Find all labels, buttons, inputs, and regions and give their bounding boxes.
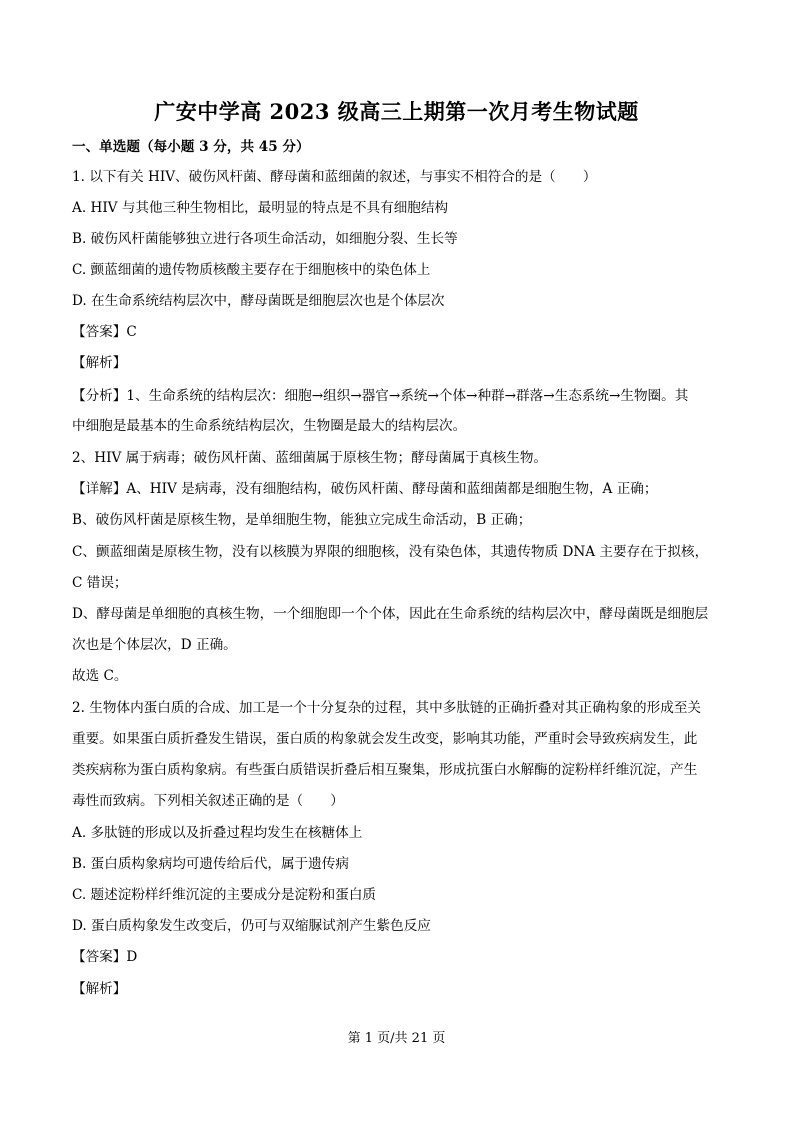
question-1-analysis-label: 【解析】 (72, 355, 127, 371)
question-1-detail-line: C 错误； (72, 575, 128, 591)
document-title: 广安中学高 2023 级高三上期第一次月考生物试题 (154, 99, 639, 124)
question-2-analysis-label: 【解析】 (72, 981, 127, 997)
question-1-detail-line: D、酵母菌是单细胞的真核生物，一个细胞即一个个体，因此在生命系统的结构层次中，酵母菌既是细胞层 (72, 606, 709, 622)
question-1-option-b: B. 破伤风杆菌能够独立进行各项生命活动，如细胞分裂、生长等 (72, 231, 458, 247)
question-1-detail-line: 次也是个体层次，D 正确。 (72, 637, 237, 653)
question-2-stem: 重要。如果蛋白质折叠发生错误，蛋白质的构象就会发生改变，影响其功能，严重时会导致疾病发生，此 (72, 731, 698, 747)
question-1-answer: 【答案】C (72, 324, 137, 340)
question-1-analysis-line: 2、HIV 属于病毒；破伤风杆菌、蓝细菌属于原核生物；酵母菌属于真核生物。 (72, 450, 548, 466)
question-2-option-a: A. 多肽链的形成以及折叠过程均发生在核糖体上 (72, 825, 363, 841)
question-2-option-b: B. 蛋白质构象病均可遗传给后代，属于遗传病 (72, 856, 349, 872)
page-number-footer: 第 1 页/共 21 页 (347, 1031, 446, 1046)
question-1-conclusion: 故选 C。 (72, 668, 128, 684)
question-2-stem: 类疾病称为蛋白质构象病。有些蛋白质错误折叠后相互聚集，形成抗蛋白水解酶的淀粉样纤维沉淀，产生 (72, 762, 698, 778)
question-1-detail-line: B、破伤风杆菌是原核生物，是单细胞生物，能独立完成生命活动，B 正确； (72, 512, 532, 528)
question-1-detail-line: C、颤蓝细菌是原核生物，没有以核膜为界限的细胞核，没有染色体，其遗传物质 DNA 主要存在于拟核， (72, 544, 709, 560)
question-2-option-c: C. 题述淀粉样纤维沉淀的主要成分是淀粉和蛋白质 (72, 887, 377, 903)
question-1-stem: 1. 以下有关 HIV、破伤风杆菌、酵母菌和蓝细菌的叙述，与事实不相符合的是（ ） (72, 169, 597, 185)
question-1-detail-line: 【详解】A、HIV 是病毒，没有细胞结构，破伤风杆菌、酵母菌和蓝细菌都是细胞生物，A 正确； (72, 481, 658, 497)
question-2-stem: 毒性而致病。下列相关叙述正确的是（ ） (72, 793, 344, 809)
question-1-analysis-line: 中细胞是最基本的生命系统结构层次，生物圈是最大的结构层次。 (72, 418, 467, 434)
question-2-answer: 【答案】D (72, 949, 138, 965)
question-1-option-a: A. HIV 与其他三种生物相比，最明显的特点是不具有细胞结构 (72, 200, 449, 216)
question-2-option-d: D. 蛋白质构象发生改变后，仍可与双缩脲试剂产生紫色反应 (72, 918, 431, 934)
section-heading: 一、单选题（每小题 3 分，共 45 分） (72, 139, 310, 155)
question-1-option-d: D. 在生命系统结构层次中，酵母菌既是细胞层次也是个体层次 (72, 293, 445, 309)
question-2-stem: 2. 生物体内蛋白质的合成、加工是一个十分复杂的过程，其中多肽链的正确折叠对其正确构象的形成至关 (72, 700, 702, 716)
question-1-analysis-line: 【分析】1、生命系统的结构层次：细胞→组织→器官→系统→个体→种群→群落→生态系统→生物圈。其 (72, 388, 689, 404)
question-1-option-c: C. 颤蓝细菌的遗传物质核酸主要存在于细胞核中的染色体上 (72, 262, 431, 278)
